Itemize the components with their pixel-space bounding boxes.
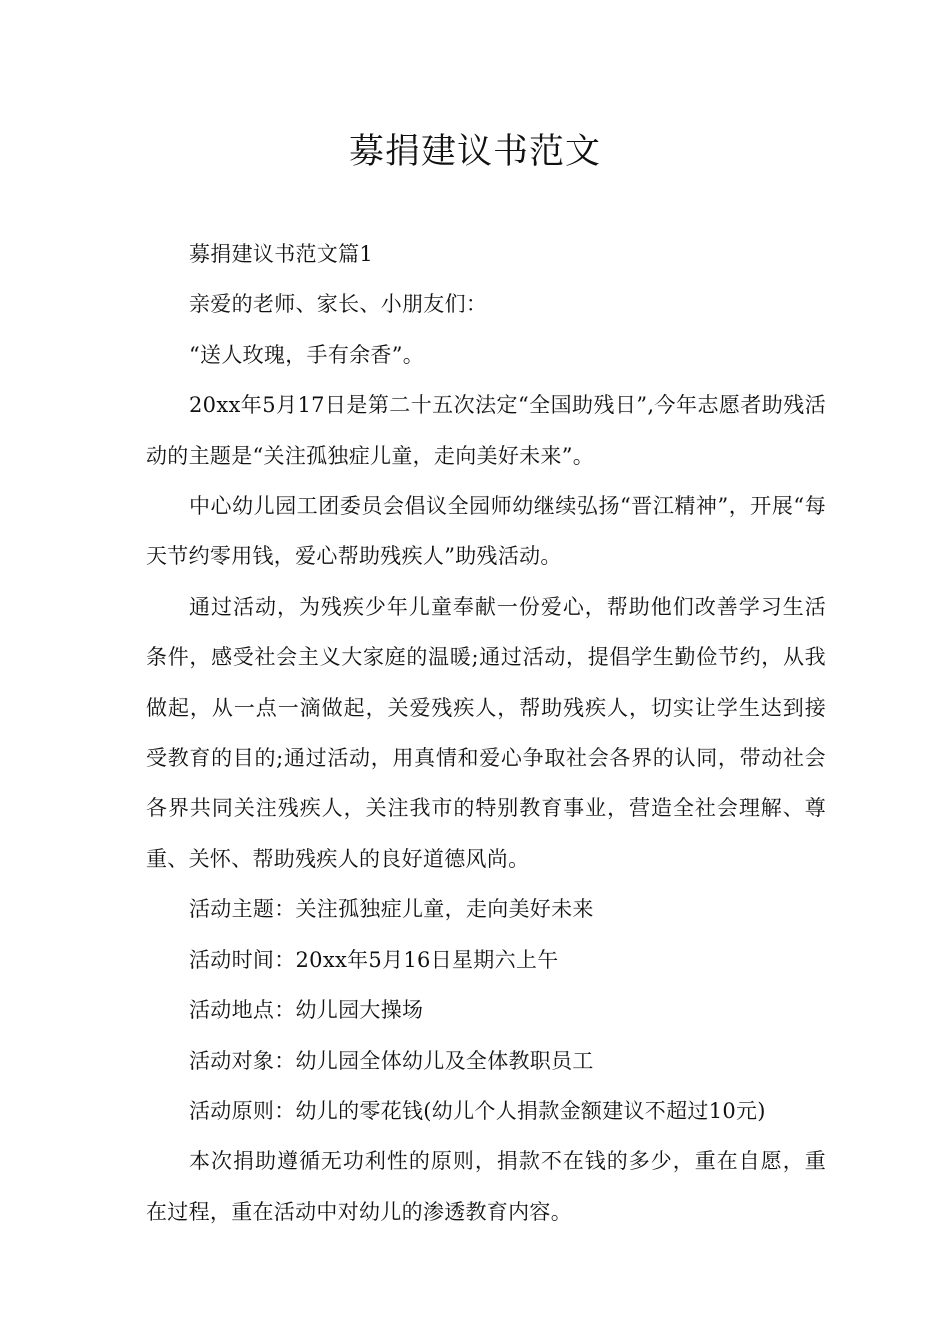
quote-paragraph: “送人玫瑰，手有余香”。 [189, 342, 425, 367]
body-paragraph: 本次捐助遵循无功利性的原则，捐款不在钱的多少，重在自愿，重在过程，重在活动中对幼儿的渗透教育内容。 [146, 1149, 826, 1224]
activity-time: 活动时间：20xx年5月16日星期六上午 [189, 947, 559, 972]
activity-principle: 活动原则：幼儿的零花钱(幼儿个人捐款金额建议不超过10元) [189, 1098, 766, 1123]
body-paragraph: 通过活动，为残疾少年儿童奉献一份爱心，帮助他们改善学习生活条件，感受社会主义大家庭的温暖;通过活动，提倡学生勤俭节约，从我做起，从一点一滴做起，关爱残疾人，帮助残疾人，切实让学生达到接受教育的目的;通过活动，用真情和爱心争取社会各界的认同，带动社会各界共同关注残疾人，关注我市的特别教育事业，营造全社会理解、尊重、关怀、帮助残疾人的良好道德风尚。 [146, 594, 826, 871]
document-body [146, 229, 826, 1237]
document-title: 募捐建议书范文 [348, 132, 601, 172]
body-paragraph: 中心幼儿园工团委员会倡议全园师幼继续弘扬“晋江精神”，开展“每天节约零用钱，爱心帮助残疾人”助残活动。 [146, 494, 826, 569]
activity-location: 活动地点：幼儿园大操场 [189, 998, 424, 1023]
activity-participants: 活动对象：幼儿园全体幼儿及全体教职员工 [189, 1048, 594, 1073]
salutation: 亲爱的老师、家长、小朋友们： [189, 292, 488, 317]
activity-theme: 活动主题：关注孤独症儿童，走向美好未来 [189, 897, 594, 922]
body-paragraph: 20xx年5月17日是第二十五次法定“全国助残日”,今年志愿者助残活动的主题是“关注孤独症儿童，走向美好未来”。 [146, 393, 826, 468]
section-heading: 募捐建议书范文篇1 [189, 242, 374, 266]
